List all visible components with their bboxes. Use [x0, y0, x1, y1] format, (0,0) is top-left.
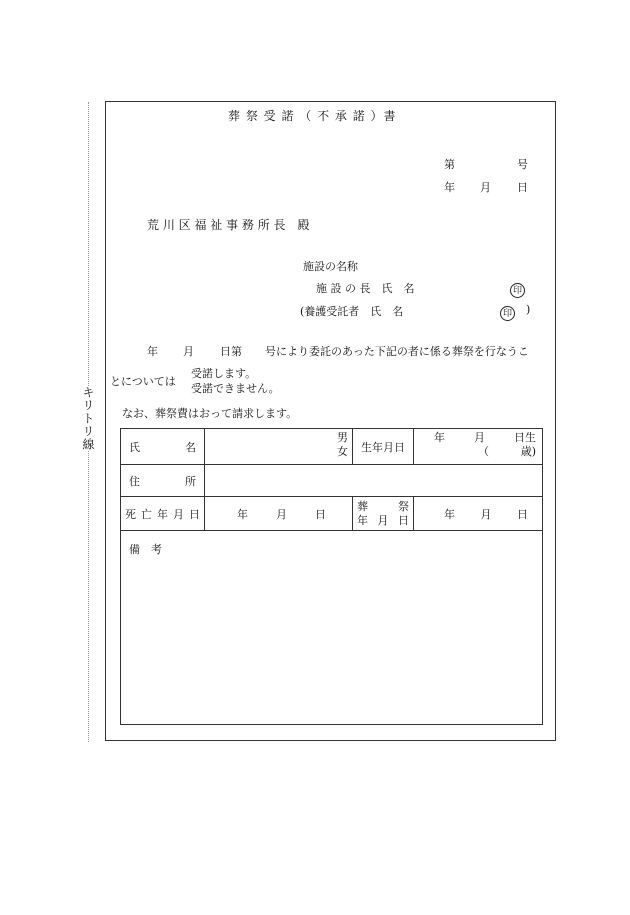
funeral-date-cell: [414, 497, 543, 531]
body-line2-prefix: とについては: [110, 375, 176, 388]
funeral-label-cell: [353, 497, 414, 531]
funeral-month: 月: [480, 507, 492, 521]
funeral-label-2: 年 月 日: [357, 513, 409, 527]
doc-date-month: 月: [480, 181, 491, 194]
death-label-cell: [121, 497, 205, 531]
choice-decline: 受諾できません。: [191, 382, 280, 395]
seal-label: 印: [500, 306, 515, 321]
doc-number-go: 号: [517, 158, 528, 171]
body-day-dai: 日第: [220, 345, 242, 358]
choice-accept: 受諾します。: [191, 367, 257, 380]
body-month: 月: [183, 345, 194, 358]
birth-year: 年: [434, 431, 445, 444]
birth-label: 生年月日: [353, 429, 414, 465]
funeral-label-1: 葬 祭: [357, 499, 409, 513]
doc-date-day: 日: [517, 181, 528, 194]
body-note: なお、葬祭費はおって請求します。: [122, 407, 298, 420]
doc-number-dai: 第: [444, 158, 455, 171]
document-title: 葬 祭 受 諾 （ 不 承 諾 ）書: [228, 109, 397, 123]
remarks-label: 備 考: [129, 543, 162, 556]
name-label: 氏 名: [129, 440, 196, 454]
cut-line-label: キリトリ線: [81, 386, 95, 451]
facility-head-label: 施 設 の 長 氏 名: [316, 282, 415, 295]
address-label-cell: [121, 465, 205, 497]
funeral-date: [418, 506, 538, 522]
seal-stamp-head: [510, 278, 525, 298]
death-month: 月: [276, 507, 287, 521]
age: [418, 445, 538, 459]
guardian-label: (養護受託者 氏 名: [300, 305, 404, 318]
funeral-day: 日: [517, 507, 528, 521]
death-date: [209, 506, 348, 522]
address-value: [205, 465, 543, 497]
table-row: [121, 429, 543, 465]
death-year: 年: [237, 507, 248, 521]
seal-label: 印: [510, 283, 525, 298]
body-line1-rest: 号により委託のあった下記の者に係る葬祭を行なうこ: [265, 345, 529, 358]
deceased-info-table: [120, 428, 543, 725]
table-row: [121, 497, 543, 531]
table-row: [121, 531, 543, 725]
seal-stamp-guardian: [500, 301, 515, 321]
name-sex-cell: [205, 429, 353, 465]
doc-date-year: 年: [444, 181, 455, 194]
age-open: （: [478, 445, 489, 458]
addressee: 荒 川 区 福 祉 事 務 所 長 殿: [147, 218, 310, 232]
birth-date-cell: [414, 429, 543, 465]
remarks-cell: [121, 531, 543, 725]
address-label: 住 所: [129, 474, 196, 488]
birth-month: 月: [474, 431, 485, 444]
name-label-cell: [121, 429, 205, 465]
birth-day-born: 日生: [514, 431, 536, 444]
birth-date: [418, 431, 538, 445]
funeral-year: 年: [444, 507, 455, 521]
sex-female: 女: [337, 445, 348, 458]
table-row: [121, 465, 543, 497]
death-day: 日: [315, 507, 326, 521]
death-date-cell: [205, 497, 353, 531]
body-year: 年: [147, 345, 158, 358]
close-paren: ): [526, 303, 531, 316]
sex-male: 男: [337, 431, 348, 444]
death-label: 死亡年月日: [125, 507, 200, 521]
age-unit: 歳): [520, 445, 536, 458]
facility-name-label: 施設の名称: [303, 260, 358, 273]
